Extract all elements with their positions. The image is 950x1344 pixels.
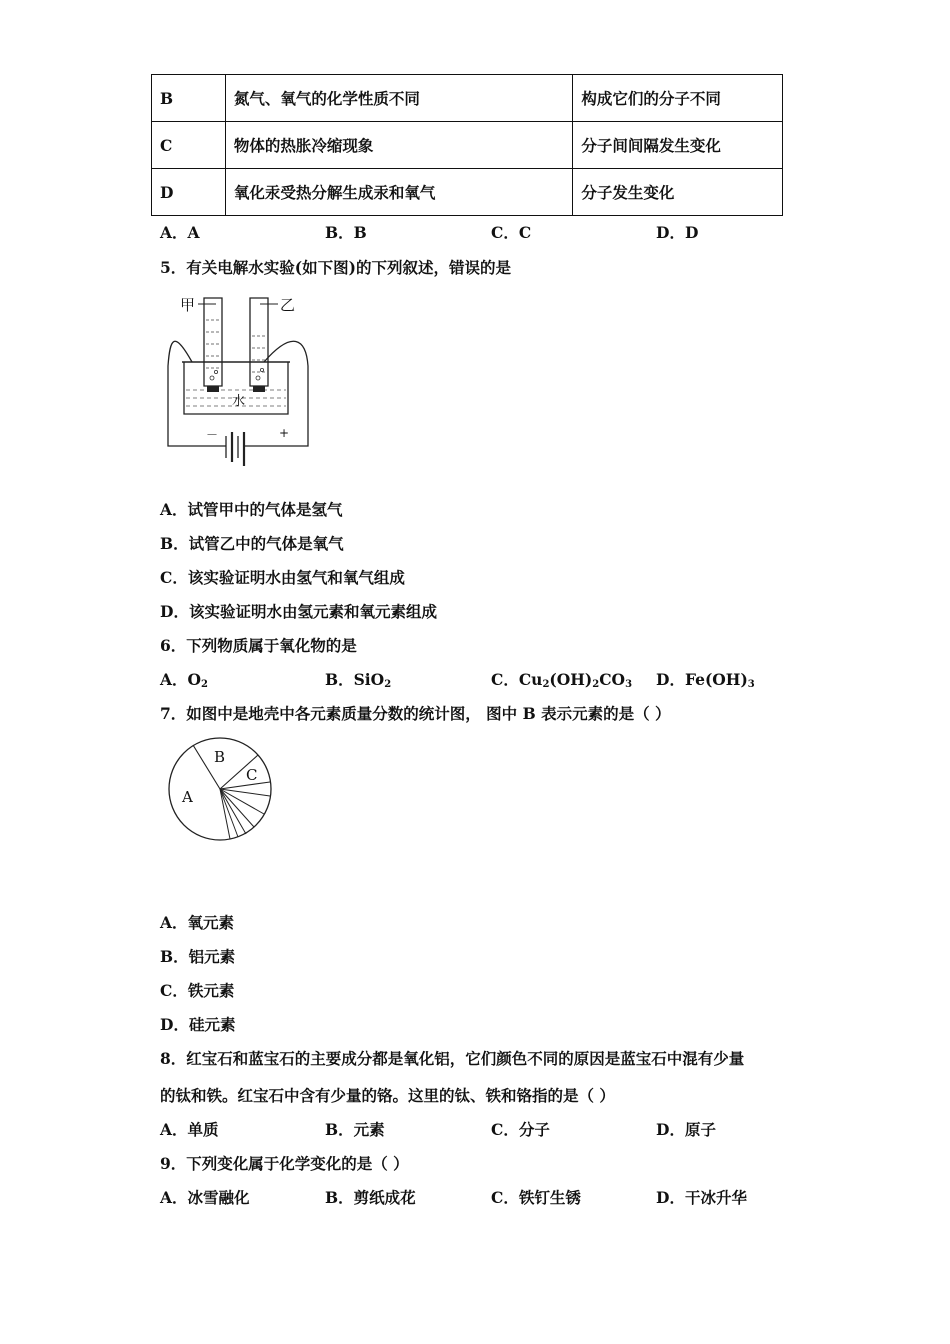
q6-d-text: D．Fe(OH) <box>656 670 748 689</box>
answer-table <box>151 74 783 216</box>
q6-option-c[interactable] <box>491 668 632 690</box>
subscript: 3 <box>625 679 633 690</box>
row-explanation: 分子间间隔发生变化 <box>573 122 783 169</box>
q8-option-c[interactable]: C．分子 <box>491 1120 550 1139</box>
q8-option-a[interactable]: A．单质 <box>160 1120 219 1139</box>
q8-option-b[interactable]: B．元素 <box>325 1120 385 1139</box>
q5-option-b[interactable]: B．试管乙中的气体是氧气 <box>160 534 344 553</box>
q6-stem: 6．下列物质属于氧化物的是 <box>160 636 357 655</box>
table-row <box>152 75 783 122</box>
q6-option-b[interactable] <box>325 668 391 690</box>
q9-option-d[interactable]: D．干冰升华 <box>656 1188 747 1207</box>
q9-option-b[interactable]: B．剪纸成花 <box>325 1188 416 1207</box>
plus-label: + <box>279 426 290 440</box>
subscript: 2 <box>384 679 392 690</box>
q9-option-c[interactable]: C．铁钉生锈 <box>491 1188 581 1207</box>
subscript: 2 <box>201 679 208 690</box>
minus-label: － <box>206 428 219 442</box>
q6-b-text: B．SiO <box>325 670 385 689</box>
pie-label-b: B <box>214 748 226 766</box>
subscript: 3 <box>747 679 755 690</box>
table-row <box>152 169 783 216</box>
subscript: 2 <box>592 679 600 690</box>
q6-option-d[interactable] <box>656 668 755 690</box>
q7-option-c[interactable]: C．铁元素 <box>160 981 235 1000</box>
q7-option-a[interactable]: A．氧元素 <box>160 913 235 932</box>
pie-label-c: C <box>246 766 258 784</box>
q4-option-d[interactable]: D．D <box>656 223 699 242</box>
q5-option-c[interactable]: C．该实验证明水由氢气和氧气组成 <box>160 568 405 587</box>
q7-stem: 7．如图中是地壳中各元素质量分数的统计图， 图中 B 表示元素的是（ ） <box>160 704 671 723</box>
row-label: D <box>152 169 226 216</box>
q6-a-text: A．O <box>160 670 202 689</box>
q4-option-a[interactable]: A．A <box>160 223 200 242</box>
electrolysis-figure <box>164 286 314 472</box>
row-phenomenon: 物体的热胀冷缩现象 <box>225 122 572 169</box>
q5-option-d[interactable]: D．该实验证明水由氢元素和氧元素组成 <box>160 602 437 621</box>
q8-option-d[interactable]: D．原子 <box>656 1120 716 1139</box>
q7-option-d[interactable]: D．硅元素 <box>160 1015 236 1034</box>
q4-option-b[interactable]: B．B <box>325 223 367 242</box>
row-label: C <box>152 122 226 169</box>
tube-b-label: 乙 <box>280 296 296 314</box>
row-phenomenon: 氧化汞受热分解生成汞和氧气 <box>225 169 572 216</box>
q6-option-a[interactable] <box>160 668 208 690</box>
row-explanation: 分子发生变化 <box>573 169 783 216</box>
row-label: B <box>152 75 226 122</box>
q7-option-b[interactable]: B．铝元素 <box>160 947 236 966</box>
pie-label-a: A <box>182 788 193 806</box>
tube-a-label: 甲 <box>180 296 196 314</box>
pie-figure <box>166 734 276 844</box>
q5-option-a[interactable]: A．试管甲中的气体是氢气 <box>160 500 343 519</box>
row-explanation: 构成它们的分子不同 <box>573 75 783 122</box>
q9-stem: 9．下列变化属于化学变化的是（ ） <box>160 1154 409 1173</box>
q8-stem-line2: 的钛和铁。红宝石中含有少量的铬。这里的钛、铁和铬指的是（ ） <box>160 1086 615 1105</box>
q5-stem: 5．有关电解水实验(如下图)的下列叙述，错误的是 <box>160 258 511 277</box>
q4-option-c[interactable]: C．C <box>491 223 532 242</box>
q8-stem-line1: 8．红宝石和蓝宝石的主要成分都是氧化铝，它们颜色不同的原因是蓝宝石中混有少量 <box>160 1049 745 1068</box>
q9-option-a[interactable]: A．冰雪融化 <box>160 1188 250 1207</box>
water-label: 水 <box>232 394 246 409</box>
q6-c-tail: CO <box>599 670 626 689</box>
row-phenomenon: 氮气、氧气的化学性质不同 <box>225 75 572 122</box>
q6-c-text: C．Cu <box>491 670 543 689</box>
subscript: 2 <box>542 679 550 690</box>
q6-c-mid: (OH) <box>549 670 593 689</box>
table-row <box>152 122 783 169</box>
